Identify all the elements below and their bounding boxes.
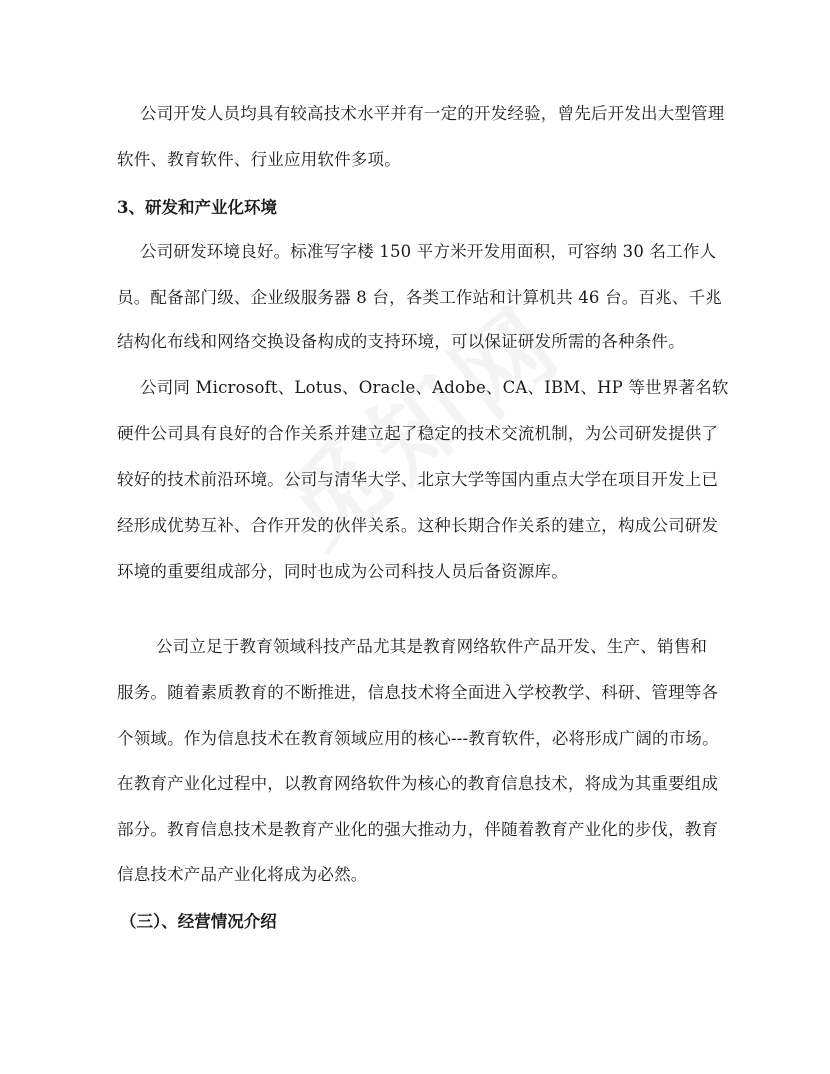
section-heading: （三）、经营情况介绍 — [120, 912, 277, 931]
section-heading: 3、研发和产业化环境 — [117, 198, 277, 217]
paragraph-line: 公司开发人员均具有较高技术水平并有一定的开发经验，曾先后开发出大型管理 — [140, 104, 725, 123]
paragraph-line: 较好的技术前沿环境。公司与清华大学、北京大学等国内重点大学在项目开发上已 — [117, 470, 719, 489]
paragraph-line: 部分。教育信息技术是教育产业化的强大推动力，伴随着教育产业化的步伐，教育 — [117, 820, 719, 839]
paragraph-line: 硬件公司具有良好的合作关系并建立起了稳定的技术交流机制，为公司研发提供了 — [117, 424, 719, 443]
paragraph-line: 信息技术产品产业化将成为必然。 — [117, 865, 368, 884]
paragraph-line: 公司同 Microsoft、Lotus、Oracle、Adobe、CA、IBM、HP 等世界著名软 — [140, 378, 729, 397]
paragraph-line: 结构化布线和网络交换设备构成的支持环境，可以保证研发所需的各种条件。 — [117, 332, 685, 351]
paragraph-line: 服务。随着素质教育的不断推进，信息技术将全面进入学校教学、科研、管理等各 — [117, 683, 719, 702]
paragraph-line: 公司立足于教育领域科技产品尤其是教育网络软件产品开发、生产、销售和 — [156, 637, 708, 656]
paragraph-line: 在教育产业化过程中，以教育网络软件为核心的教育信息技术，将成为其重要组成 — [117, 774, 719, 793]
paragraph-line: 环境的重要组成部分，同时也成为公司科技人员后备资源库。 — [117, 562, 568, 581]
paragraph-line: 软件、教育软件、行业应用软件多项。 — [117, 150, 401, 169]
paragraph-line: 公司研发环境良好。标准写字楼 150 平方米开发用面积，可容纳 30 名工作人 — [140, 242, 717, 261]
paragraph-line: 经形成优势互补、合作开发的伙伴关系。这种长期合作关系的建立，构成公司研发 — [117, 516, 719, 535]
paragraph-line: 个领域。作为信息技术在教育领域应用的核心---教育软件，必将形成广阔的市场。 — [117, 729, 719, 748]
paragraph-line: 员。配备部门级、企业级服务器 8 台，各类工作站和计算机共 46 台。百兆、千兆 — [117, 288, 722, 307]
